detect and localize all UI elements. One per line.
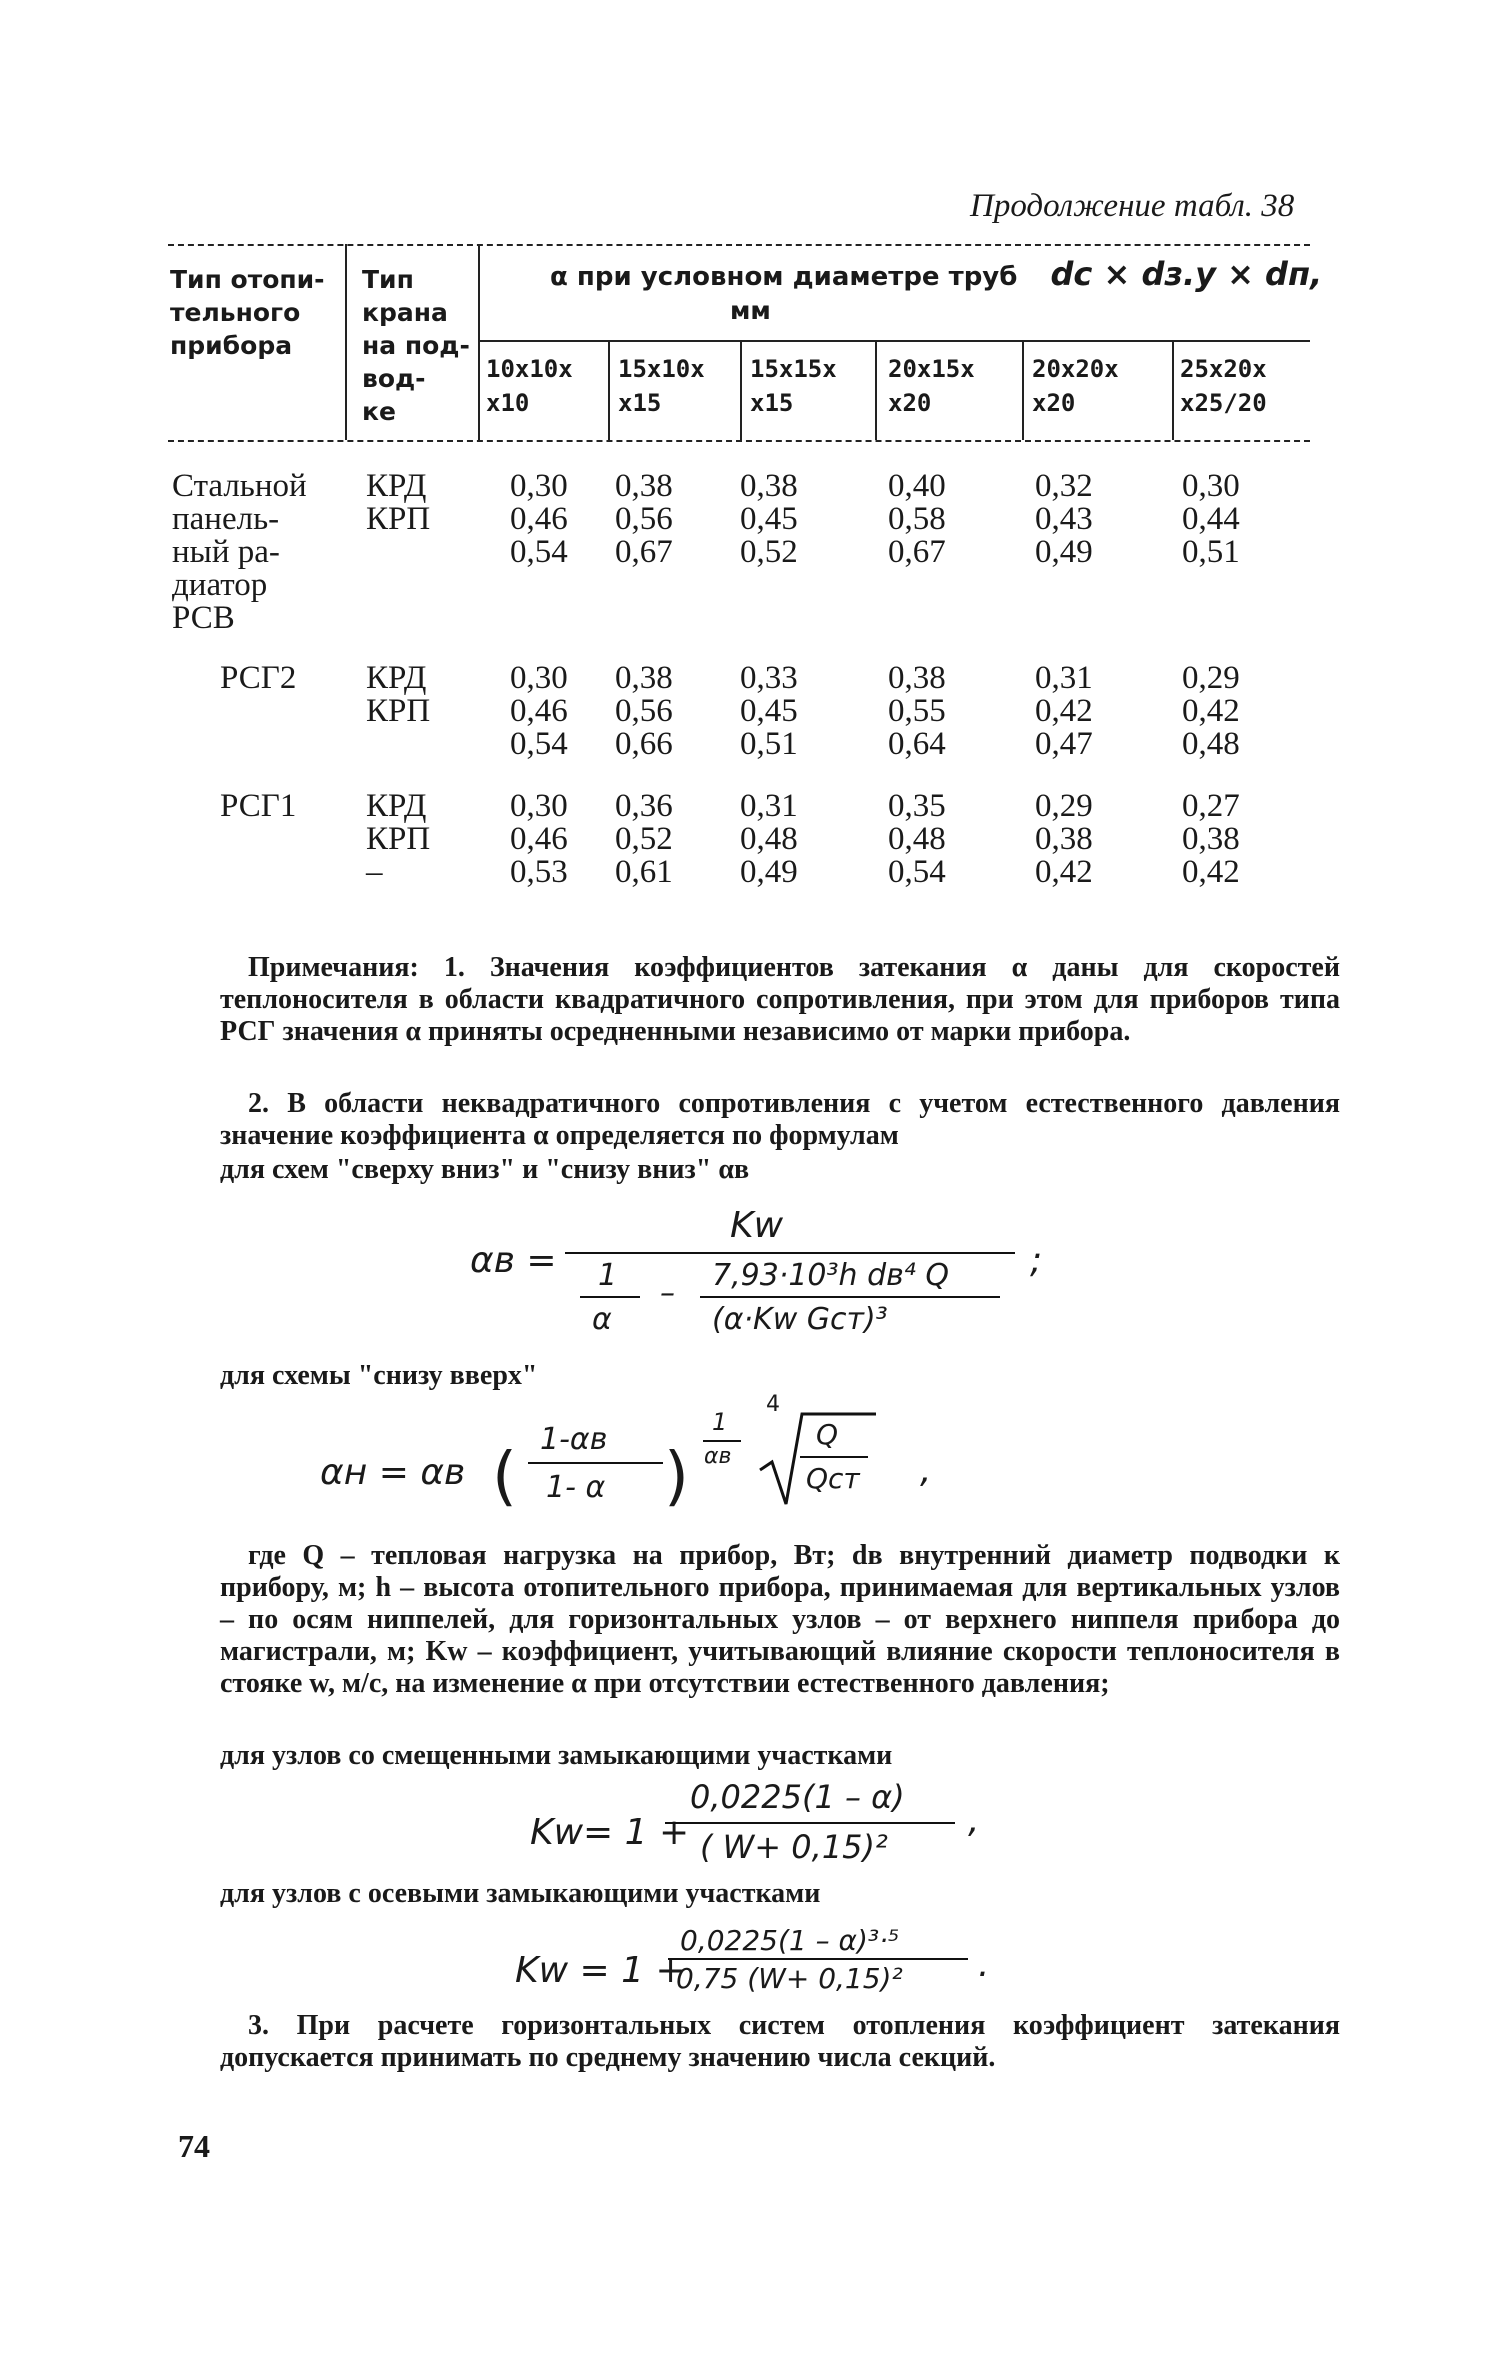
- size-header: 20x15x x20: [888, 355, 975, 417]
- header-device-type: Тип отопи- тельного прибора: [170, 265, 325, 360]
- size-header: 25x20x x25/20: [1180, 355, 1267, 417]
- value-column: 0,29 0,42 0,48: [1182, 660, 1240, 762]
- note-2-scheme-up: для схемы "снизу вверх": [220, 1360, 538, 1391]
- value-column: 0,30 0,46 0,53: [510, 788, 568, 890]
- table-caption: Продолжение табл. 38: [970, 188, 1295, 224]
- page-number: 74: [178, 2128, 210, 2164]
- device-name: РСГ2: [220, 660, 297, 696]
- note-2-definitions: где Q – тепловая нагрузка на прибор, Вт; dв внутренний диаметр подводки к прибору, м; h – высота отопительного прибора, принимаемая для вертикальных узлов – по осям ниппелей, для горизонтальных узлов – от верхнего ниппеля прибора до магистрали, м; Kw – коэффициент, учитывающий влияние скорости теплоносителя в стояке w, м/с, на изменение α при отсутствии естественного давления;: [220, 1540, 1340, 1699]
- col-divider: [345, 244, 347, 440]
- note-2: 2. В области неквадратичного сопротивления с учетом естественного давления значение коэффициента α определяется по формулам: [220, 1088, 1340, 1151]
- value-column: 0,31 0,48 0,49: [740, 788, 798, 890]
- value-column: 0,33 0,45 0,51: [740, 660, 798, 762]
- value-column: 0,38 0,56 0,66: [615, 660, 673, 762]
- value-column: 0,40 0,58 0,67: [888, 468, 946, 570]
- value-column: 0,38 0,55 0,64: [888, 660, 946, 762]
- note-3: 3. При расчете горизонтальных систем отопления коэффициент затекания допускается принимать по среднему значению числа секций.: [220, 2010, 1340, 2073]
- size-header: 20x20x x20: [1032, 355, 1119, 417]
- size-header: 10x10x x10: [486, 355, 573, 417]
- col-divider: [1022, 340, 1024, 440]
- note-1: Примечания: 1. Значения коэффициентов затекания α даны для скоростей теплоносителя в области квадратичного сопротивления, при этом для приборов типа РСГ значения α приняты осредненными независимо от марки прибора.: [220, 952, 1340, 1047]
- header-units: мм: [730, 296, 771, 325]
- value-column: 0,38 0,45 0,52: [740, 468, 798, 570]
- note-2-scheme-down: для схем "сверху вниз" и "снизу вниз" αв: [220, 1154, 750, 1185]
- note-2-shifted: для узлов со смещенными замыкающими участками: [220, 1740, 893, 1771]
- value-column: 0,30 0,46 0,54: [510, 468, 568, 570]
- size-row-rule: [478, 340, 1310, 342]
- col-divider: [740, 340, 742, 440]
- crane-types: КРД КРП: [366, 468, 431, 537]
- crane-types: КРД КРП –: [366, 788, 431, 890]
- value-column: 0,35 0,48 0,54: [888, 788, 946, 890]
- value-column: 0,32 0,43 0,49: [1035, 468, 1093, 570]
- device-name: Стальной панель- ный ра- диатор РСВ: [172, 468, 307, 636]
- header-alpha-title: α при условном диаметре труб dс × dз.у × dп,: [550, 255, 1323, 293]
- size-header: 15x15x x15: [750, 355, 837, 417]
- value-column: 0,38 0,56 0,67: [615, 468, 673, 570]
- col-divider: [608, 340, 610, 440]
- value-column: 0,31 0,42 0,47: [1035, 660, 1093, 762]
- value-column: 0,30 0,46 0,54: [510, 660, 568, 762]
- size-header: 15x10x x15: [618, 355, 705, 417]
- device-name: РСГ1: [220, 788, 297, 824]
- col-divider: [1172, 340, 1174, 440]
- value-column: 0,29 0,38 0,42: [1035, 788, 1093, 890]
- value-column: 0,30 0,44 0,51: [1182, 468, 1240, 570]
- table-top-rule: [168, 244, 1310, 246]
- value-column: 0,27 0,38 0,42: [1182, 788, 1240, 890]
- value-column: 0,36 0,52 0,61: [615, 788, 673, 890]
- col-divider: [875, 340, 877, 440]
- header-crane-type: Тип крана на под- вод- ке: [362, 265, 470, 426]
- col-divider: [478, 244, 480, 440]
- note-2-axial: для узлов с осевыми замыкающими участками: [220, 1878, 821, 1909]
- table-header-rule: [168, 440, 1310, 442]
- crane-types: КРД КРП: [366, 660, 431, 729]
